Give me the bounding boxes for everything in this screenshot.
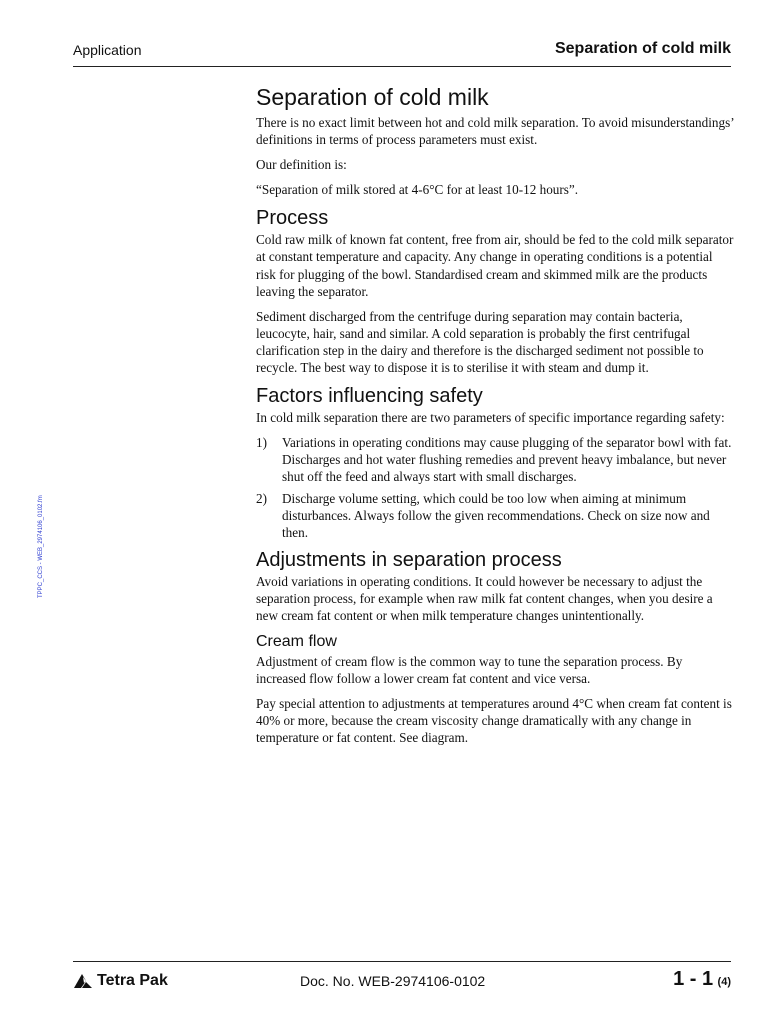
list-item-number: 2) bbox=[256, 490, 267, 506]
cream-flow-paragraph-1: Adjustment of cream flow is the common way to tune the separation process. By increased flow follow a lower cream fat content and vice versa. bbox=[256, 654, 683, 687]
process-paragraph-1: Cold raw milk of known fat content, free from air, should be fed to the cold milk separator at constant temperature and capacity. Any change in operating conditions is a potential risk for plugging of the bowl. Standardised cream and skimmed milk are the products leaving the separator. bbox=[256, 232, 734, 299]
safety-intro: In cold milk separation there are two parameters of specific importance regarding safety: bbox=[256, 410, 725, 426]
list-item-text: Discharge volume setting, which could be too low when aiming at minimum disturbances. Always follow the given recommendations. Check on size now and then. bbox=[282, 490, 710, 540]
page-number bbox=[673, 968, 731, 991]
list-item-text: Variations in operating conditions may cause plugging of the separator bowl with fat. Discharges and hot water flushing remedies and prevent heavy imbalance, but never shut off the feed and always start with small discharges. bbox=[282, 435, 732, 485]
page-header bbox=[73, 40, 731, 67]
process-heading: Process bbox=[256, 207, 329, 230]
safety-list bbox=[256, 434, 734, 541]
safety-heading: Factors influencing safety bbox=[256, 385, 483, 408]
page-number-main: 1 - 1 bbox=[673, 968, 714, 990]
document-number: Doc. No. WEB-2974106-0102 bbox=[300, 973, 486, 989]
tetra-pak-logo bbox=[73, 972, 168, 990]
list-item-number: 1) bbox=[256, 435, 267, 451]
header-section: Application bbox=[73, 42, 142, 58]
definition-quote: “Separation of milk stored at 4-6°C for at least 10-12 hours”. bbox=[256, 182, 579, 198]
header-title: Separation of cold milk bbox=[554, 40, 731, 57]
main-content bbox=[256, 83, 734, 755]
intro-paragraph-1: There is no exact limit between hot and cold milk separation. To avoid misunderstandings’ definitions in terms of process parameters must exist. bbox=[256, 115, 734, 148]
process-paragraph-2: Sediment discharged from the centrifuge during separation may contain bacteria, leucocyte, hair, sand and similar. A cold separation is probably the first centrifugal clarification step in the dairy and therefore is the discharged sediment not possible to recycle. The best way to dispose it is to sterilise it with steam and dump it. bbox=[256, 308, 704, 376]
intro-paragraph-2: Our definition is: bbox=[256, 157, 347, 173]
adjustments-heading: Adjustments in separation process bbox=[256, 548, 562, 571]
list-item bbox=[256, 434, 734, 485]
tetra-pak-logo-icon bbox=[73, 973, 93, 989]
page-footer bbox=[73, 961, 731, 1002]
brand-name: Tetra Pak bbox=[97, 972, 168, 989]
page-title: Separation of cold milk bbox=[256, 84, 489, 110]
cream-flow-paragraph-2: Pay special attention to adjustments at temperatures around 4°C when cream fat content is 40% or more, because the cream viscosity change dramatically with any change in temperature or fat content. See diagram. bbox=[256, 696, 732, 746]
list-item bbox=[256, 490, 734, 541]
adjustments-paragraph: Avoid variations in operating conditions. It could however be necessary to adjust the separation process, for example when raw milk fat content changes, when you desire a new cream fat content or when milk temperature changes unintentionally. bbox=[256, 573, 713, 623]
cream-flow-heading: Cream flow bbox=[256, 633, 337, 651]
page-number-total: (4) bbox=[717, 976, 731, 988]
side-file-code: TPPC_CCS - WEB_2974106_0102.fm bbox=[38, 495, 44, 598]
